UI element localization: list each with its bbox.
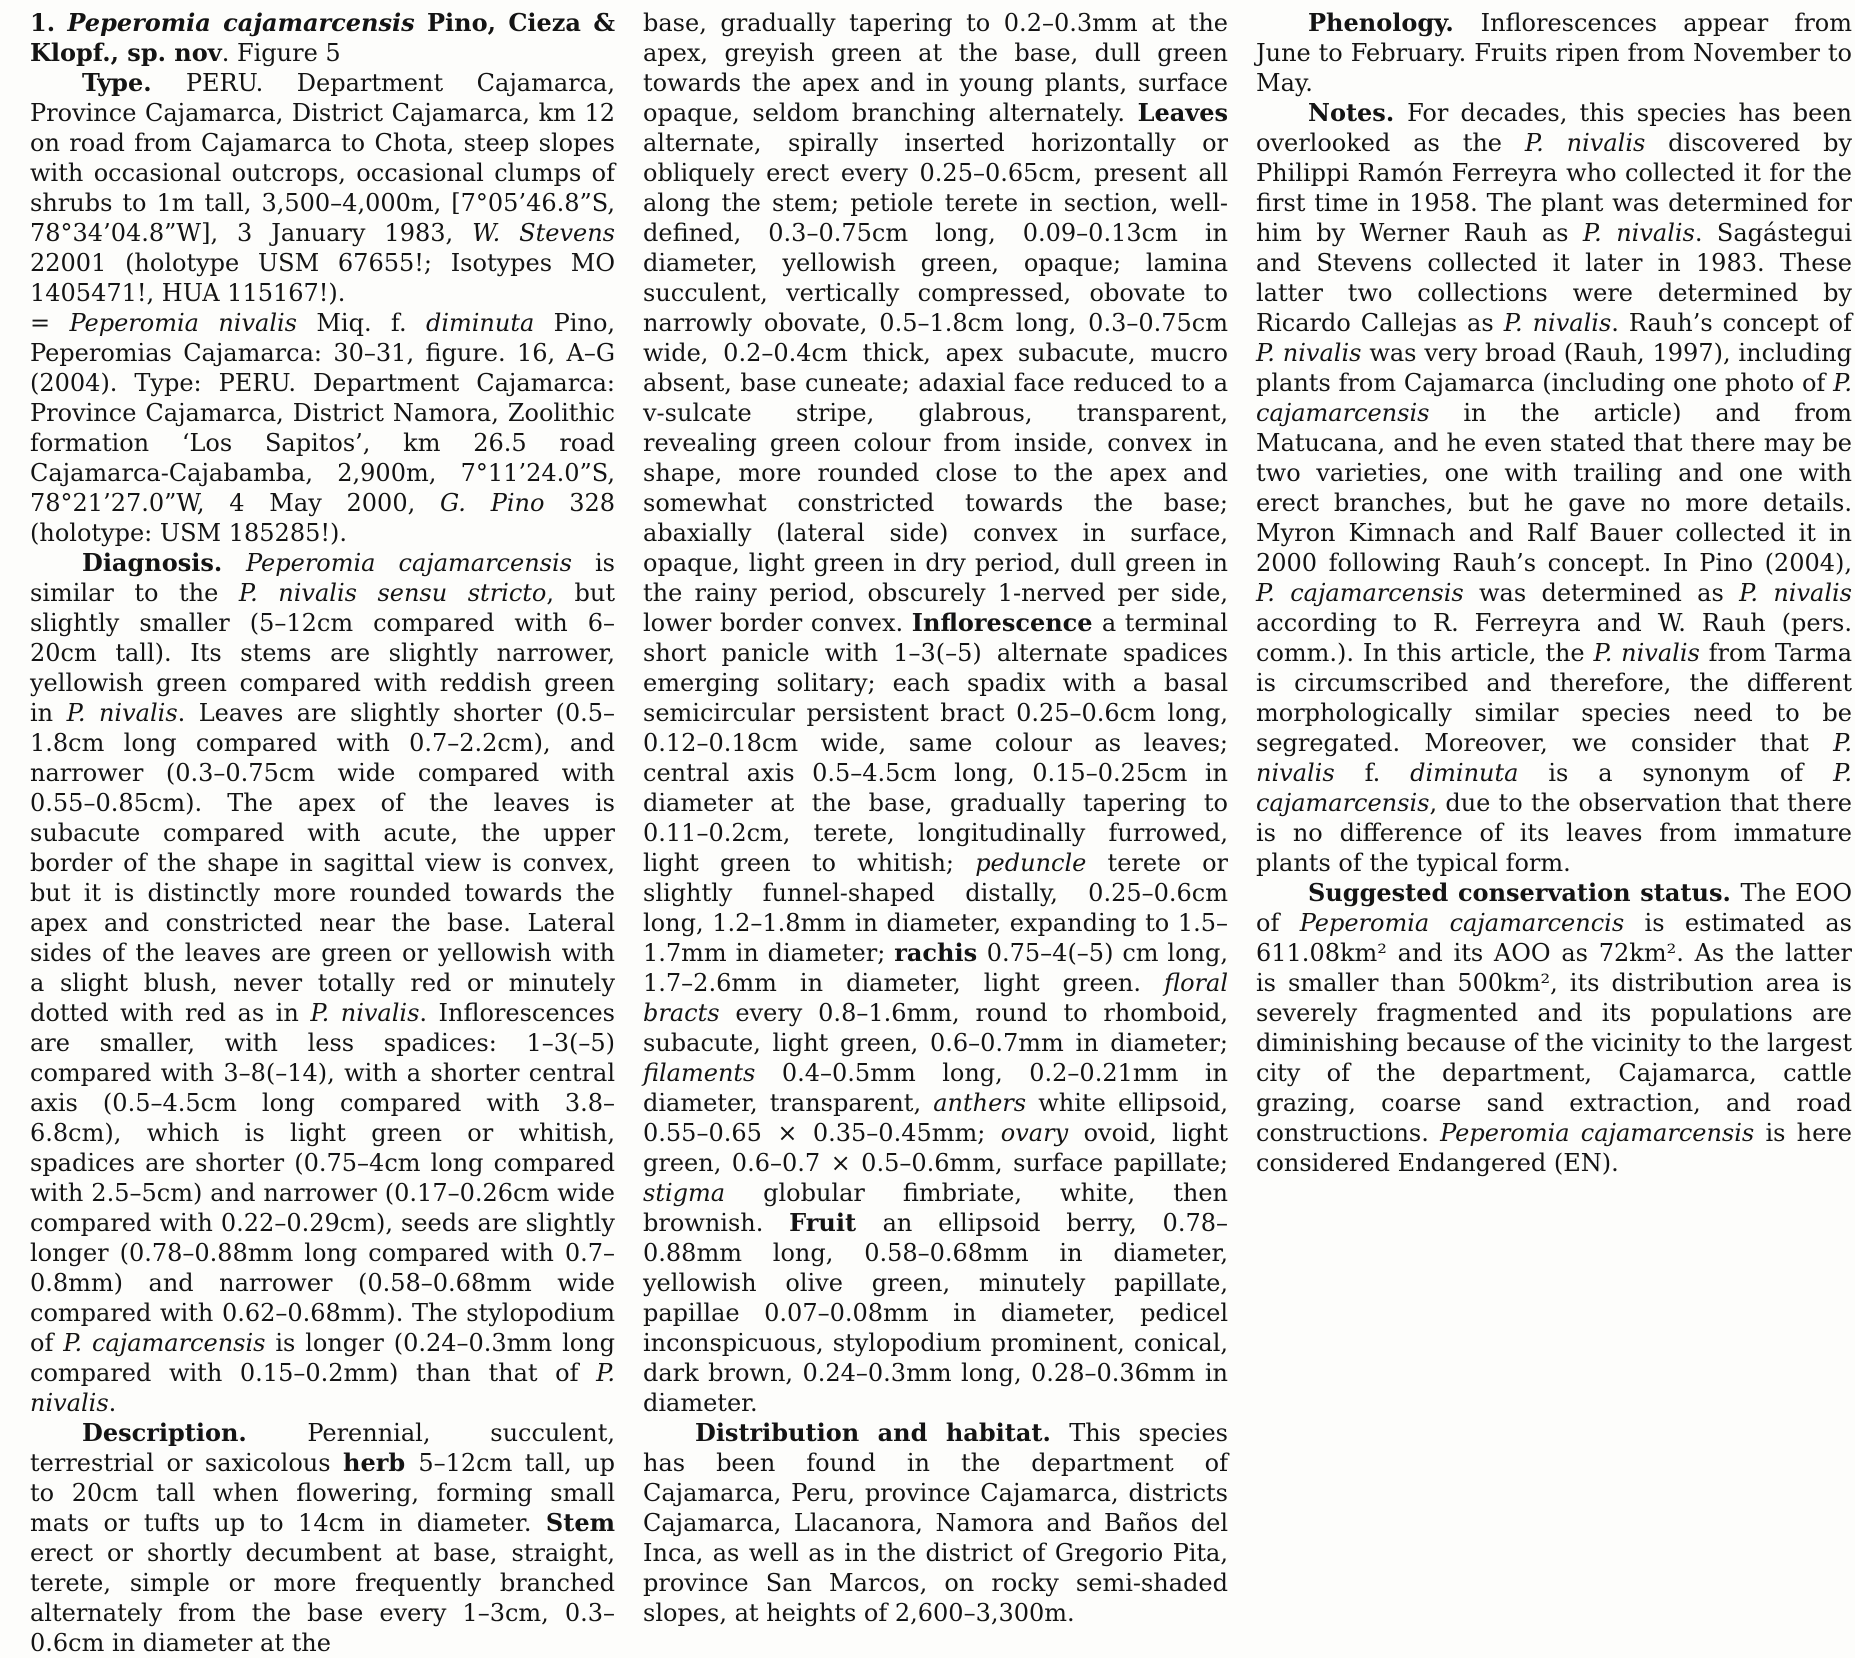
italic-text: Peperomia cajamarcensis — [245, 549, 595, 577]
bold-text: Leaves — [1137, 98, 1228, 127]
body-text: is estimated as 611.08km² and its AOO as 72km². As the latter is smaller than 500km², its distribution area is severely fragmented and its populations are diminishing because of the vicinity to the largest city of the department, Cajamarca, cattle grazing, coarse sand extraction, and road constructions. — [1256, 909, 1852, 1147]
body-text: from Tarma is circumscribed and therefore, the different morphologically similar species need to be segregated. Moreover, we consider that — [1256, 639, 1852, 757]
italic-text: P. nivalis — [1524, 129, 1669, 157]
italic-text: P. nivalis — [1256, 729, 1852, 787]
column-middle — [643, 8, 1228, 1658]
italic-text: diminuta — [425, 309, 554, 337]
body-text: . Figure 5 — [221, 39, 341, 67]
body-text: ovoid, light green, 0.6–0.7 × 0.5–0.6mm, surface papillate; — [643, 1119, 1228, 1177]
italic-text: G. Pino — [439, 489, 570, 517]
body-text: an ellipsoid berry, 0.78–0.88mm long, 0.58–0.68mm in diameter, yellowish olive green, minutely papillate, papillae 0.07–0.08mm in diameter, pedicel inconspicuous, stylopodium prominent, conical, dark brown, 0.24–0.3mm long, 0.28–0.36mm in diameter. — [643, 1209, 1228, 1417]
body-text: . Rauh’s concept of — [1611, 309, 1852, 337]
italic-text: P. nivalis — [1256, 339, 1370, 367]
bold-text: Suggested conservation status. — [1308, 878, 1741, 907]
paragraph-type — [30, 68, 615, 308]
italic-text: W. Stevens — [472, 219, 616, 247]
italic-text: P. cajamarcensis — [63, 1329, 276, 1357]
body-text: is a synonym of — [1548, 759, 1834, 787]
body-text: 22001 (holotype USM 67655!; Isotypes MO 1405471!, HUA 115167!). — [30, 249, 615, 307]
bold-italic-text: Peperomia cajamarcensis — [67, 8, 427, 37]
paragraph-diagnosis — [30, 548, 615, 1418]
italic-text: filaments — [643, 1059, 782, 1087]
italic-text: P. cajamarcensis — [1256, 579, 1479, 607]
body-text: f. — [1364, 759, 1411, 787]
body-text: every 0.8–1.6mm, round to rhomboid, subacute, light green, 0.6–0.7mm in diameter; — [643, 999, 1228, 1057]
body-text: , due to the observation that there is no difference of its leaves from immature plants of the typical form. — [1256, 789, 1852, 877]
body-text: a terminal short panicle with 1–3(–5) alternate spadices emerging solitary; each spadix with a basal semicircular persistent bract 0.25–0.6cm long, 0.12–0.18cm wide, same colour as leaves; central axis 0.5–4.5cm long, 0.15–0.25cm in diameter at the base, gradually tapering to 0.11–0.2cm, terete, longitudinally furrowed, light green to whitish; — [643, 609, 1228, 877]
bold-text: Diagnosis. — [82, 548, 246, 577]
bold-text: Distribution and habitat. — [695, 1418, 1070, 1447]
paragraph-description-continued — [643, 8, 1228, 1418]
italic-text: P. cajamarcensis — [1256, 759, 1853, 817]
bold-text: Description. — [82, 1418, 308, 1447]
italic-text: P. nivalis — [310, 999, 420, 1027]
body-text: Inflorescences appear from June to February. Fruits ripen from November to May. — [1256, 9, 1852, 97]
body-text: discovered by Philippi Ramón Ferreyra who collected it for the first time in 1958. The plant was determined for him by Werner Rauh as — [1256, 129, 1852, 247]
body-text: terete or slightly funnel-shaped distally, 0.25–0.6cm long, 1.2–1.8mm in diameter, expanding to 1.5–1.7mm in diameter; — [643, 849, 1229, 967]
italic-text: ovary — [1000, 1119, 1084, 1147]
bold-text: Fruit — [789, 1208, 883, 1237]
body-text: according to R. Ferreyra and W. Rauh (pers. comm.). In this article, the — [1256, 609, 1852, 667]
body-text: . Leaves are slightly shorter (0.5–1.8cm long compared with 0.7–2.2cm), and narrower (0.3–0.75cm wide compared with 0.55–0.85cm). The apex of the leaves is subacute compared with acute, the upper border of the shape in sagittal view is convex, but it is distinctly more rounded towards the apex and constricted near the base. Lateral sides of the leaves are green or yellowish with a slight blush, never totally red or minutely dotted with red as in — [30, 699, 615, 1027]
body-text: Pino, Peperomias Cajamarca: 30–31, figure. 16, A–G (2004). Type: PERU. Department Cajamarca: Province Cajamarca, District Namora, Zoolithic formation ‘Los Sapitos’, km 26.5 road Cajamarca-Cajabamba, 2,900m, 7°11’24.0”S, 78°21’27.0”W, 4 May 2000, — [30, 309, 616, 517]
italic-text: Peperomia nivalis — [69, 309, 317, 337]
body-text: . Inflorescences are smaller, with less spadices: 1–3(–5) compared with 3–8(–14), with a shorter central axis (0.5–4.5cm long compared with 3.8–6.8cm), which is light green or whitish, spadices are shorter (0.75–4cm long compared with 2.5–5cm) and narrower (0.17–0.26cm wide compared with 0.22–0.29cm), seeds are slightly longer (0.78–0.88mm long compared with 0.7–0.8mm) and narrower (0.58–0.68mm wide compared with 0.62–0.68mm). The stylopodium of — [30, 999, 615, 1357]
italic-text: P. nivalis — [1739, 579, 1852, 607]
body-text: 0.75–4(–5) cm long, 1.7–2.6mm in diameter, light green. — [643, 939, 1228, 997]
body-text: is similar to the — [30, 549, 615, 607]
italic-text: P. nivalis — [1582, 219, 1695, 247]
body-text: alternate, spirally inserted horizontally or obliquely erect every 0.25–0.65cm, present all along the stem; petiole terete in section, well-defined, 0.3–0.75cm long, 0.09–0.13cm in diameter, yellowish green, opaque; lamina succulent, vertically compressed, obovate to narrowly obovate, 0.5–1.8cm long, 0.3–0.75cm wide, 0.2–0.4cm thick, apex subacute, mucro absent, base cuneate; adaxial face reduced to a v-sulcate stripe, glabrous, transparent, revealing green colour from inside, convex in shape, more rounded close to the apex and somewhat constricted towards the base; abaxially (lateral side) convex in surface, opaque, light green in dry period, dull green in the rainy period, obscurely 1-nerved per side, lower border convex. — [643, 129, 1228, 637]
body-text: . Sagástegui and Stevens collected it later in 1983. These latter two collections were determined by Ricardo Callejas as — [1256, 219, 1852, 337]
body-text: is here considered Endangered (EN). — [1256, 1119, 1852, 1177]
body-text: This species has been found in the department of Cajamarca, Peru, province Cajamarca, districts Cajamarca, Llacanora, Namora and Baños del Inca, as well as in the district of Gregorio Pita, province San Marcos, on rocky semi-shaded slopes, at heights of 2,600–3,300m. — [643, 1419, 1228, 1627]
paragraph-notes — [1256, 98, 1852, 878]
body-text: PERU. Department Cajamarca, Province Cajamarca, District Cajamarca, km 12 on road from Cajamarca to Chota, steep slopes with occasional outcrops, occasional clumps of shrubs to 1m tall, 3,500–4,000m, [7°05’46.8”S, 78°34’04.8”W], 3 January 1983, — [30, 69, 615, 247]
body-text: is longer (0.24–0.3mm long compared with 0.15–0.2mm) than that of — [30, 1329, 616, 1387]
italic-text: P. nivalis — [1593, 639, 1709, 667]
paragraph-conservation-status — [1256, 878, 1852, 1178]
body-text: white ellipsoid, 0.55–0.65 × 0.35–0.45mm; — [643, 1089, 1228, 1147]
bold-text: rachis — [894, 938, 987, 967]
body-text: erect or shortly decumbent at base, straight, terete, simple or more frequently branched alternately from the base every 1–3cm, 0.3–0.6cm in diameter at the — [30, 1539, 615, 1657]
italic-text: P. nivalis — [1503, 309, 1612, 337]
bold-text: Pino, Cieza & Klopf., sp. nov — [30, 8, 615, 67]
italic-text: P. nivalis sensu stricto — [238, 579, 547, 607]
italic-text: P. nivalis — [30, 1359, 615, 1417]
bold-text: Inflorescence — [911, 608, 1102, 637]
bold-text: herb — [343, 1448, 419, 1477]
italic-text: P. cajamarcensis — [1256, 369, 1852, 427]
italic-text: floral bracts — [643, 969, 1228, 1027]
body-text: . — [108, 1389, 117, 1417]
body-text: 0.4–0.5mm long, 0.2–0.21mm in diameter, transparent, — [643, 1059, 1228, 1117]
italic-text: peduncle — [975, 849, 1108, 877]
body-text: was determined as — [1479, 579, 1740, 607]
bold-text: 1. — [30, 8, 68, 37]
paragraph-distribution-and-habitat — [643, 1418, 1228, 1628]
body-text: in the article) and from Matucana, and he even stated that there may be two varieties, one with trailing and one with erect branches, but he gave no more details. Myron Kimnach and Ralf Bauer collected it in 2000 following Rauh’s concept. In Pino (2004), — [1256, 399, 1852, 577]
bold-text: Phenology. — [1308, 8, 1481, 37]
body-text: The EOO of — [1256, 879, 1853, 937]
body-text: Miq. f. — [316, 309, 426, 337]
italic-text: Peperomia cajamarcensis — [1440, 1119, 1766, 1147]
italic-text: stigma — [643, 1179, 764, 1207]
paragraph-synonym — [30, 308, 615, 548]
bold-text: Notes. — [1308, 98, 1408, 127]
body-text: Perennial, succulent, terrestrial or saxicolous — [30, 1419, 615, 1477]
column-right — [1256, 8, 1852, 1658]
body-text: 328 (holotype: USM 185285!). — [30, 489, 615, 547]
paragraph-species-heading — [30, 8, 615, 68]
body-text: = — [30, 309, 70, 337]
body-text: , but slightly smaller (5–12cm compared with 6–20cm tall). Its stems are slightly narrower, yellowish green compared with reddish green in — [30, 579, 615, 727]
bold-text: Type. — [82, 68, 186, 97]
body-text: base, gradually tapering to 0.2–0.3mm at the apex, greyish green at the base, dull green towards the apex and in young plants, surface opaque, seldom branching alternately. — [643, 9, 1228, 127]
italic-text: P. nivalis — [66, 699, 178, 727]
bold-text: Stem — [545, 1508, 615, 1537]
column-left — [30, 8, 615, 1658]
body-text: was very broad (Rauh, 1997), including plants from Cajamarca (including one photo of — [1256, 339, 1852, 397]
italic-text: Peperomia cajamarcencis — [1299, 909, 1645, 937]
body-text: globular fimbriate, white, then brownish. — [643, 1179, 1228, 1237]
paragraph-description — [30, 1418, 615, 1658]
italic-text: anthers — [933, 1089, 1039, 1117]
body-text: 5–12cm tall, up to 20cm tall when flowering, forming small mats or tufts up to 14cm in diameter. — [30, 1449, 615, 1537]
body-text: For decades, this species has been overlooked as the — [1256, 99, 1852, 157]
paragraph-phenology — [1256, 8, 1852, 98]
italic-text: diminuta — [1410, 759, 1549, 787]
